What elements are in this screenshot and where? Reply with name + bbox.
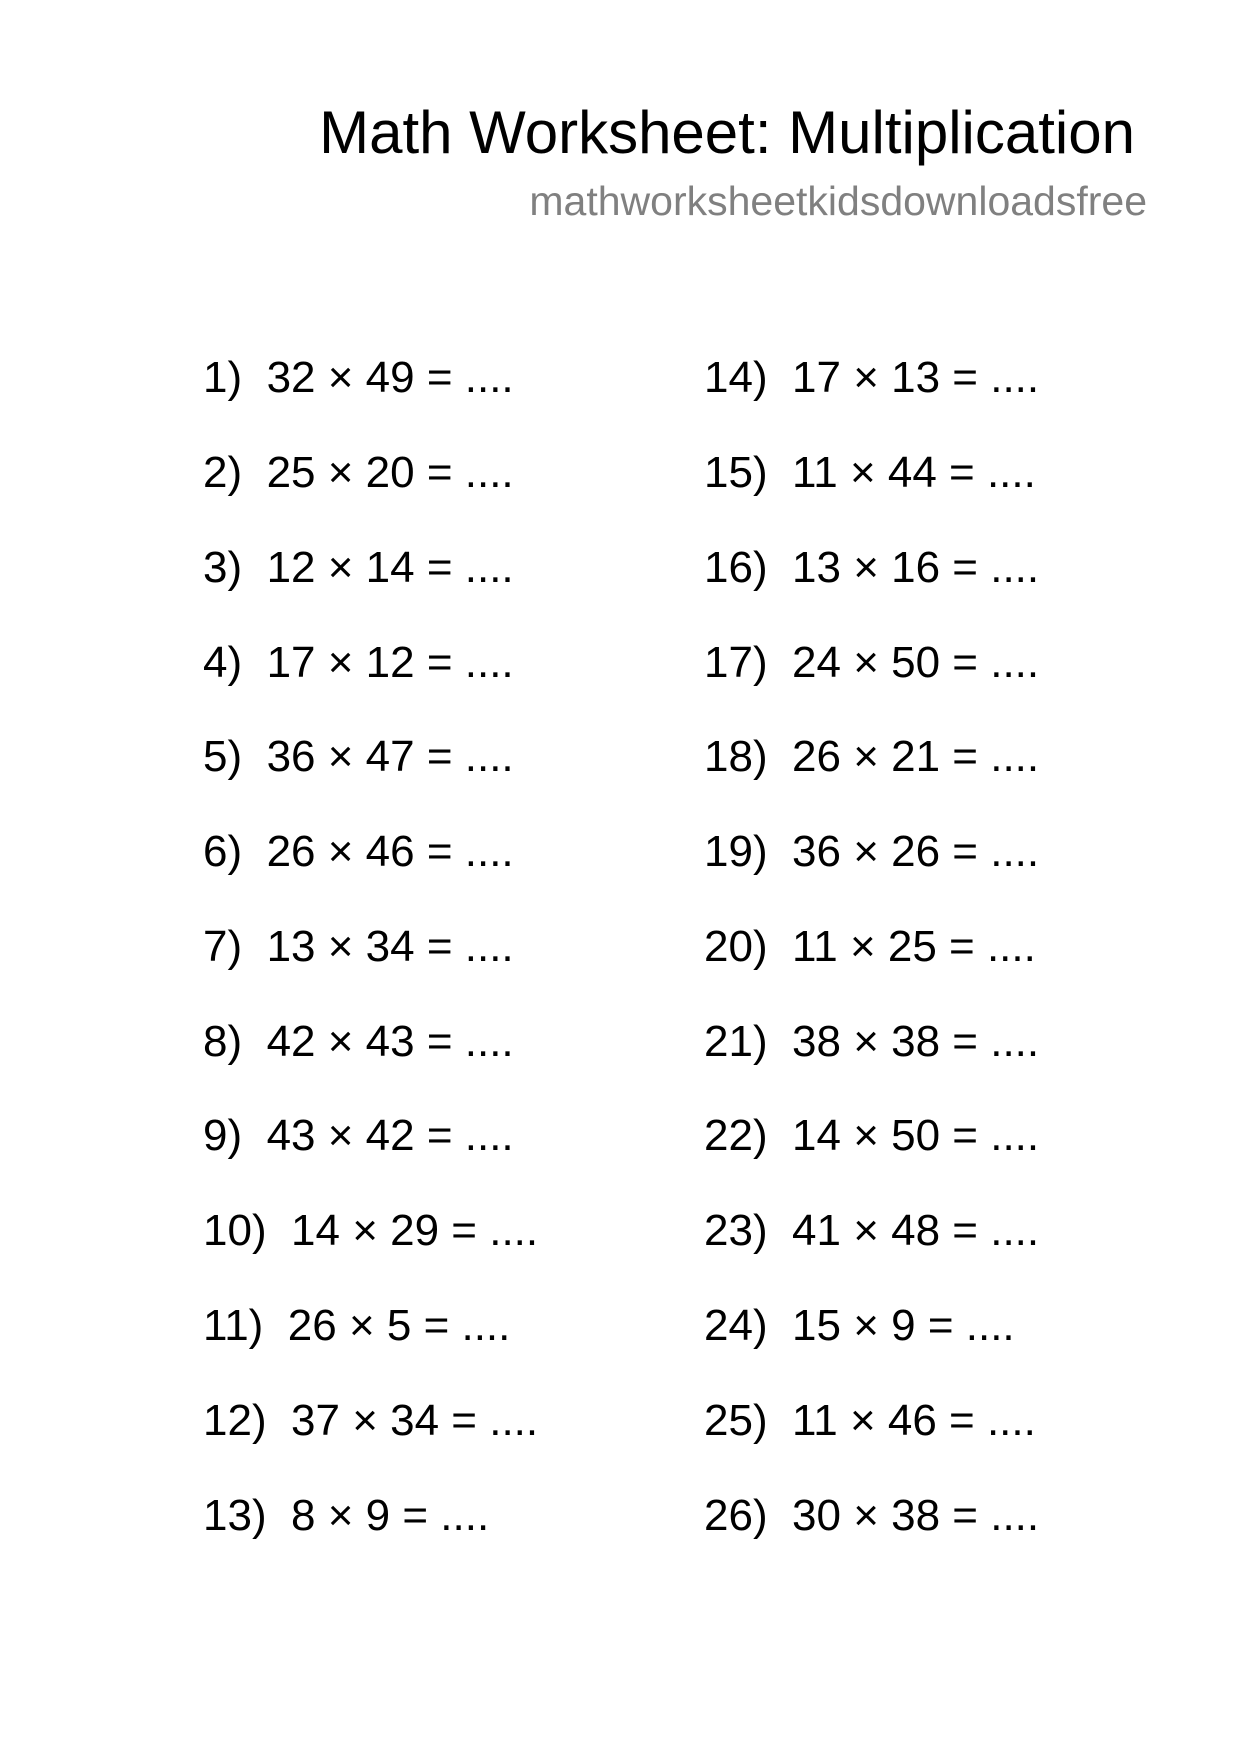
problem-item: [704, 1017, 1039, 1067]
problem-item: [203, 732, 514, 782]
problem-number: 7): [203, 922, 243, 971]
problem-expression: 14 × 29 = ....: [291, 1206, 539, 1255]
problem-item: [203, 1301, 510, 1351]
problem-expression: 15 × 9 = ....: [792, 1301, 1015, 1350]
problem-item: [203, 1396, 538, 1446]
problem-expression: 32 × 49 = ....: [266, 353, 514, 402]
problem-number: 10): [203, 1206, 267, 1255]
problem-number: 2): [203, 448, 243, 497]
problem-expression: 12 × 14 = ....: [266, 543, 514, 592]
problem-item: [203, 1111, 514, 1161]
problem-item: [203, 353, 514, 403]
problem-number: 15): [704, 448, 768, 497]
problem-number: 25): [704, 1396, 768, 1445]
problem-expression: 17 × 13 = ....: [792, 353, 1040, 402]
problem-number: 1): [203, 353, 243, 402]
problem-item: [704, 1396, 1036, 1446]
problem-expression: 11 × 46 = ....: [792, 1396, 1036, 1445]
problem-expression: 11 × 44 = ....: [792, 448, 1036, 497]
problem-number: 5): [203, 732, 243, 781]
problem-number: 16): [704, 543, 768, 592]
problem-number: 17): [704, 638, 768, 687]
problem-expression: 41 × 48 = ....: [792, 1206, 1040, 1255]
problem-expression: 26 × 46 = ....: [266, 827, 514, 876]
problem-expression: 42 × 43 = ....: [266, 1017, 514, 1066]
problem-item: [704, 448, 1036, 498]
problem-item: [704, 638, 1039, 688]
problem-expression: 36 × 47 = ....: [266, 732, 514, 781]
problem-item: [704, 353, 1039, 403]
problem-item: [203, 1491, 489, 1541]
problem-number: 26): [704, 1491, 768, 1540]
problem-number: 11): [203, 1301, 264, 1350]
problem-item: [704, 1111, 1039, 1161]
problem-number: 9): [203, 1111, 243, 1160]
problem-item: [203, 638, 514, 688]
problem-number: 24): [704, 1301, 768, 1350]
problem-number: 23): [704, 1206, 768, 1255]
problem-expression: 14 × 50 = ....: [792, 1111, 1040, 1160]
problem-expression: 43 × 42 = ....: [266, 1111, 514, 1160]
problem-expression: 26 × 5 = ....: [287, 1301, 511, 1350]
problem-number: 4): [203, 638, 243, 687]
problem-expression: 17 × 12 = ....: [266, 638, 514, 687]
problem-item: [203, 1206, 538, 1256]
problem-expression: 13 × 16 = ....: [792, 543, 1040, 592]
problem-item: [203, 448, 514, 498]
problem-item: [203, 1017, 514, 1067]
problem-expression: 26 × 21 = ....: [792, 732, 1040, 781]
problem-expression: 24 × 50 = ....: [792, 638, 1040, 687]
worksheet-source: mathworksheetkidsdownloadsfree: [529, 178, 1147, 224]
problem-number: 18): [704, 732, 768, 781]
problem-expression: 36 × 26 = ....: [792, 827, 1040, 876]
problem-number: 20): [704, 922, 768, 971]
problem-number: 3): [203, 543, 243, 592]
problem-item: [704, 827, 1039, 877]
problem-item: [203, 922, 514, 972]
problem-expression: 37 × 34 = ....: [291, 1396, 539, 1445]
problem-item: [704, 732, 1039, 782]
problem-expression: 8 × 9 = ....: [291, 1491, 490, 1540]
problem-number: 14): [704, 353, 768, 402]
problem-item: [203, 543, 514, 593]
problem-item: [704, 1206, 1039, 1256]
problem-expression: 38 × 38 = ....: [792, 1017, 1040, 1066]
problem-item: [704, 922, 1036, 972]
problem-number: 12): [203, 1396, 267, 1445]
problem-expression: 30 × 38 = ....: [792, 1491, 1040, 1540]
problem-number: 6): [203, 827, 243, 876]
problem-item: [704, 543, 1039, 593]
problem-expression: 13 × 34 = ....: [266, 922, 514, 971]
problem-number: 22): [704, 1111, 768, 1160]
problem-number: 8): [203, 1017, 243, 1066]
worksheet-title: Math Worksheet: Multiplication: [319, 99, 1135, 166]
problem-number: 19): [704, 827, 768, 876]
problem-item: [704, 1491, 1039, 1541]
problem-number: 21): [704, 1017, 768, 1066]
problem-number: 13): [203, 1491, 267, 1540]
problem-item: [203, 827, 514, 877]
problem-expression: 25 × 20 = ....: [266, 448, 514, 497]
problem-expression: 11 × 25 = ....: [792, 922, 1036, 971]
problem-item: [704, 1301, 1015, 1351]
